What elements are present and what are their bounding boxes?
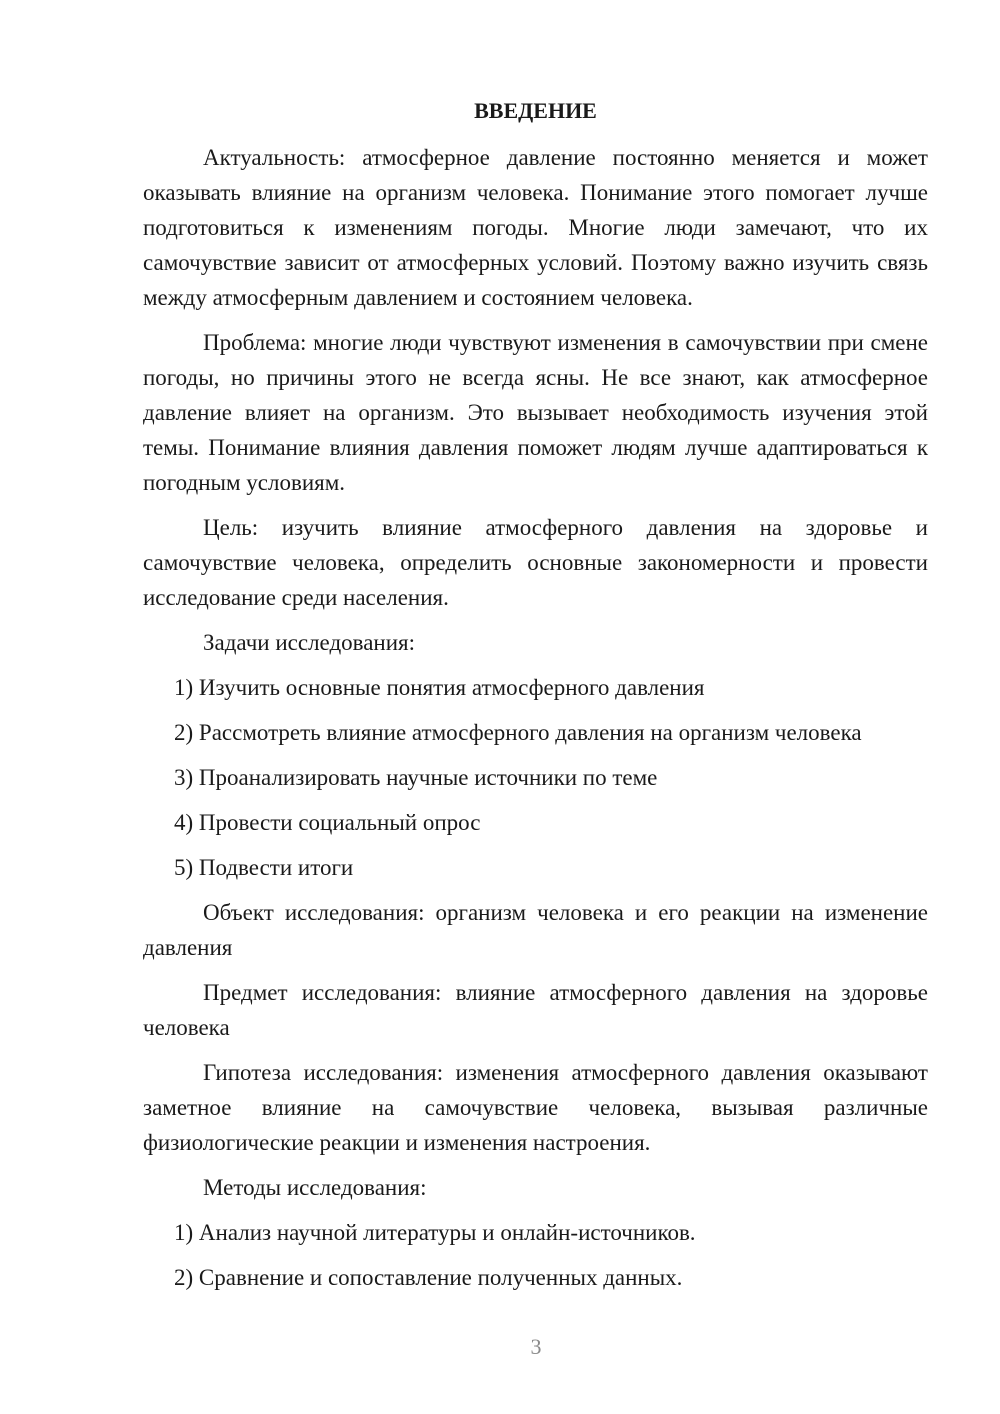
method-item: 1) Анализ научной литературы и онлайн-источников. — [174, 1220, 696, 1245]
task-item: 2) Рассмотреть влияние атмосферного давления на организм человека — [174, 720, 862, 745]
object-paragraph: Объект исследования: организм человека и его реакции на изменение давления — [143, 900, 928, 960]
problem-paragraph: Проблема: многие люди чувствуют изменения в самочувствии при смене погоды, но причины этого не всегда ясны. Не все знают, как атмосферное давление влияет на организм. Это вызывает необходимость изучения этой темы. Понимание влияния давления поможет людям лучше адаптироваться к погодным условиям. — [143, 330, 928, 495]
tasks-heading: Задачи исследования: — [203, 630, 416, 655]
section-title: ВВЕДЕНИЕ — [474, 98, 597, 123]
task-item: 4) Провести социальный опрос — [174, 810, 481, 835]
task-item: 5) Подвести итоги — [174, 855, 354, 880]
goal-paragraph: Цель: изучить влияние атмосферного давления на здоровье и самочувствие человека, определить основные закономерности и провести исследование среди населения. — [143, 515, 928, 610]
subject-paragraph: Предмет исследования: влияние атмосферного давления на здоровье человека — [143, 980, 928, 1040]
page-content — [143, 94, 928, 1305]
method-item: 2) Сравнение и сопоставление полученных данных. — [174, 1265, 683, 1290]
methods-heading: Методы исследования: — [203, 1175, 427, 1200]
tasks-list — [143, 670, 928, 885]
relevance-paragraph: Актуальность: атмосферное давление постоянно меняется и может оказывать влияние на организм человека. Понимание этого помогает лучше подготовиться к изменениям погоды. Многие люди замечают, что их самочувствие зависит от атмосферных условий. Поэтому важно изучить связь между атмосферным давлением и состоянием человека. — [143, 145, 928, 310]
page-number: 3 — [530, 1334, 542, 1359]
methods-list — [143, 1215, 928, 1295]
task-item: 3) Проанализировать научные источники по теме — [174, 765, 658, 790]
task-item: 1) Изучить основные понятия атмосферного давления — [174, 675, 705, 700]
hypothesis-paragraph: Гипотеза исследования: изменения атмосферного давления оказывают заметное влияние на самочувствие человека, вызывая различные физиологические реакции и изменения настроения. — [143, 1060, 928, 1155]
